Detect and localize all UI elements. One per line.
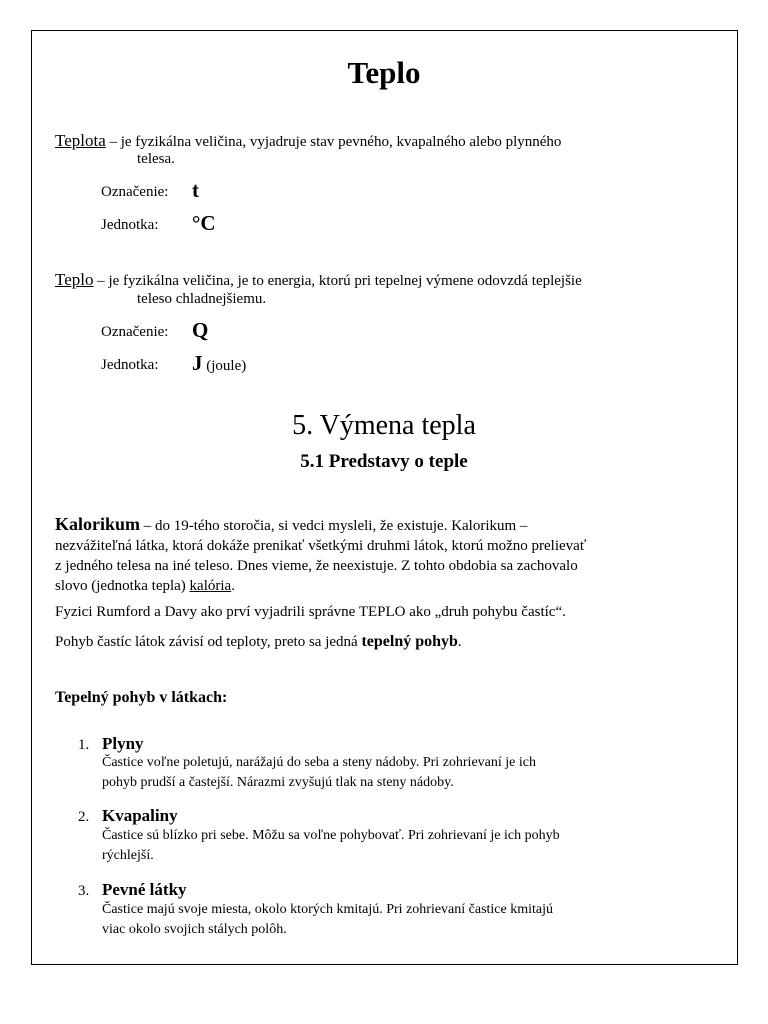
list-item-title: Pevné látky [102, 880, 187, 899]
section-subheading: 5.1 Predstavy o teple [300, 451, 468, 472]
kalorikum-line3: z jedného telesa na iné teleso. Dnes vieme, že neexistuje. Z tohto obdobia sa zachovalo [55, 558, 578, 574]
kalorikum-line4-suffix: . [231, 578, 235, 594]
kalorikum-term: Kalorikum [55, 514, 141, 534]
kalorikum-text-line1: – do 19-tého storočia, si vedci mysleli, že existuje. Kalorikum – [140, 518, 528, 534]
list-item-number: 3. [78, 883, 90, 899]
list-heading: Tepelný pohyb v látkach: [55, 689, 228, 706]
list-item-title: Plyny [102, 734, 144, 753]
teplo-jednotka [192, 351, 246, 376]
list-item-text-line1: Častice majú svoje miesta, okolo ktorých kmitajú. Pri zohrievaní častice kmitajú [102, 902, 554, 917]
list-item-title: Kvapaliny [102, 806, 178, 825]
teplo-oznacenie-value: Q [192, 318, 209, 342]
teplota-def-line2: telesa. [137, 151, 175, 167]
list-item-text-line1: Častice voľne poletujú, narážajú do seba a steny nádoby. Pri zohrievaní je ich [102, 755, 536, 770]
list-item-number: 1. [78, 737, 90, 753]
teplo-def-line1: – je fyzikálna veličina, je to energia, ktorú pri tepelnej výmene odovzdá teplejšie [93, 273, 582, 289]
list-item-text-line2: pohyb prudší a častejší. Nárazmi zvyšujú tlak na steny nádoby. [102, 775, 454, 790]
rumford-paragraph: Fyzici Rumford a Davy ako prví vyjadrili správne TEPLO ako „druh pohybu častíc“. [55, 604, 566, 620]
kalorikum-line1 [55, 514, 527, 535]
teplo-oznacenie-label: Označenie: [101, 324, 169, 340]
kalorikum-line2: nezvážiteľná látka, ktorá dokáže prenikať všetkými druhmi látok, ktorú možno prelievať [55, 538, 587, 554]
teplota-term: Teplota [55, 131, 106, 150]
list-item [78, 880, 187, 900]
teplota-definition [55, 131, 561, 151]
list-item-text-line2: viac okolo svojich stálych polôh. [102, 922, 287, 937]
page-title: Teplo [347, 55, 421, 90]
teplo-jednotka-label: Jednotka: [101, 357, 159, 373]
list-item [78, 806, 178, 826]
teplo-def-line2: teleso chladnejšiemu. [137, 291, 267, 307]
pohyb-paragraph [55, 633, 462, 651]
teplota-jednotka-label: Jednotka: [101, 217, 159, 233]
teplota-oznacenie-value: t [192, 178, 199, 202]
tepelny-pohyb-bold: tepelný pohyb [361, 633, 458, 650]
teplota-oznacenie-label: Označenie: [101, 184, 169, 200]
teplo-term: Teplo [55, 270, 94, 289]
kaloria-word: kalória [189, 578, 232, 594]
list-item-number: 2. [78, 809, 90, 825]
kalorikum-line4-prefix: slovo (jednotka tepla) [55, 578, 190, 594]
list-item [78, 734, 144, 754]
pohyb-prefix: Pohyb častíc látok závisí od teploty, preto sa jedná [55, 634, 362, 650]
teplo-jednotka-note: (joule) [202, 358, 247, 374]
teplota-def-line1: – je fyzikálna veličina, vyjadruje stav pevného, kvapalného alebo plynného [105, 134, 562, 150]
list-item-text-line1: Častice sú blízko pri sebe. Môžu sa voľne pohybovať. Pri zohrievaní je ich pohyb [102, 828, 560, 843]
teplo-jednotka-value: J [192, 351, 203, 375]
section-heading: 5. Výmena tepla [292, 410, 476, 441]
pohyb-suffix: . [457, 634, 462, 650]
kalorikum-line4 [55, 578, 235, 595]
list-item-text-line2: rýchlejší. [102, 848, 154, 863]
teplota-jednotka-value: °C [192, 211, 216, 235]
teplo-definition [55, 270, 582, 290]
